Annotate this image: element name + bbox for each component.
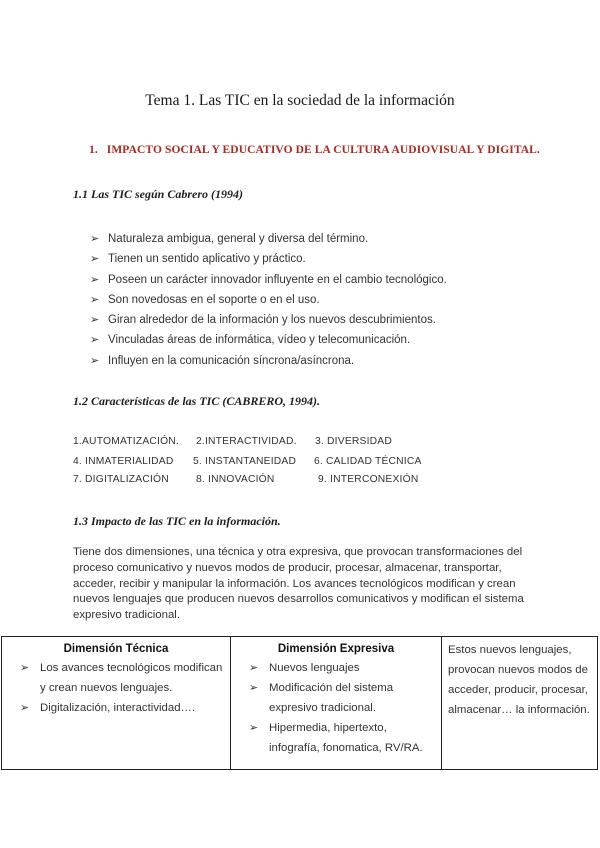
characteristic-item: 8. INNOVACIÓN xyxy=(196,474,275,485)
list-item: ➢ Son novedosas en el soporte o en el uso. xyxy=(90,290,447,310)
arrow-bullet-icon: ➢ xyxy=(20,702,30,714)
arrow-bullet-icon: ➢ xyxy=(90,253,100,266)
tecnica-cell xyxy=(2,637,231,770)
list-item: ➢ Influyen en la comunicación síncrona/asíncrona. xyxy=(90,351,447,371)
section-heading-text: IMPACTO SOCIAL Y EDUCATIVO DE LA CULTURA AUDIOVISUAL Y DIGITAL. xyxy=(106,144,540,156)
characteristic-item: 1.AUTOMATIZACIÓN. xyxy=(73,436,179,447)
characteristic-item: 5. INSTANTANEIDAD xyxy=(193,456,297,467)
expresiva-cell xyxy=(231,637,442,770)
impact-paragraph: Tiene dos dimensiones, una técnica y otra expresiva, que provocan transformaciones del proceso comunicativo y nuevos modos de producir, procesar, almacenar, transportar, acceder, recibir y manipular la información. Los avances tecnológicos modifican y crean nuevos lenguajes que producen nuevos desarrollos comunicativos y modifican el sistema expresivo tradicional. xyxy=(73,546,524,622)
arrow-bullet-icon: ➢ xyxy=(90,334,100,347)
section-heading xyxy=(89,144,540,156)
characteristic-item: 6. CALIDAD TÉCNICA xyxy=(314,456,422,467)
section-number: 1. xyxy=(89,144,98,156)
arrow-bullet-icon: ➢ xyxy=(90,314,100,327)
note-cell xyxy=(442,637,598,770)
list-item: ➢ Digitalización, interactividad…. xyxy=(24,698,224,718)
subheading-1-2: 1.2 Características de las TIC (CABRERO, 1994). xyxy=(73,394,321,408)
arrow-bullet-icon: ➢ xyxy=(249,682,259,694)
characteristic-item: 3. DIVERSIDAD xyxy=(315,436,392,447)
arrow-bullet-icon: ➢ xyxy=(20,662,30,674)
tecnica-header: Dimensión Técnica xyxy=(63,643,169,655)
arrow-bullet-icon: ➢ xyxy=(90,233,100,245)
characteristic-item: 7. DIGITALIZACIÓN xyxy=(73,474,169,485)
page-title: Tema 1. Las TIC en la sociedad de la información xyxy=(145,92,455,109)
characteristic-item: 4. INMATERIALIDAD xyxy=(73,456,174,467)
list-item: ➢ Tienen un sentido aplicativo y práctico. xyxy=(90,249,447,269)
list-item: ➢ Los avances tecnológicos modifican y crean nuevos lenguajes. xyxy=(24,658,224,698)
note-text: Estos nuevos lenguajes, provocan nuevos modos de acceder, producir, procesar, almacenar… la información. xyxy=(448,644,590,716)
characteristic-item: 9. INTERCONEXIÓN xyxy=(318,474,419,485)
arrow-bullet-icon: ➢ xyxy=(90,273,100,286)
dimensions-table xyxy=(1,636,598,770)
list-item: ➢ Nuevos lenguajes xyxy=(253,658,435,678)
list-item: ➢ Naturaleza ambigua, general y diversa del término. xyxy=(90,229,447,249)
characteristic-item: 2.INTERACTIVIDAD. xyxy=(196,436,297,447)
cabrero-bullet-list xyxy=(90,229,447,371)
expresiva-header: Dimensión Expresiva xyxy=(277,643,395,655)
subheading-1-3: 1.3 Impacto de las TIC en la información. xyxy=(73,514,281,528)
list-item: ➢ Giran alrededor de la información y los nuevos descubrimientos. xyxy=(90,310,447,330)
list-item: ➢ Vinculadas áreas de informática, vídeo y telecomunicación. xyxy=(90,330,447,350)
arrow-bullet-icon: ➢ xyxy=(249,662,259,674)
arrow-bullet-icon: ➢ xyxy=(90,293,100,306)
arrow-bullet-icon: ➢ xyxy=(90,354,100,367)
list-item: ➢ Poseen un carácter innovador influyente en el cambio tecnológico. xyxy=(90,270,447,290)
list-item: ➢ Modificación del sistema expresivo tradicional. xyxy=(253,678,435,718)
subheading-1-1: 1.1 Las TIC según Cabrero (1994) xyxy=(73,187,244,201)
arrow-bullet-icon: ➢ xyxy=(249,722,259,734)
list-item: ➢ Hipermedia, hipertexto, infografía, fonomatica, RV/RA. xyxy=(253,718,435,758)
